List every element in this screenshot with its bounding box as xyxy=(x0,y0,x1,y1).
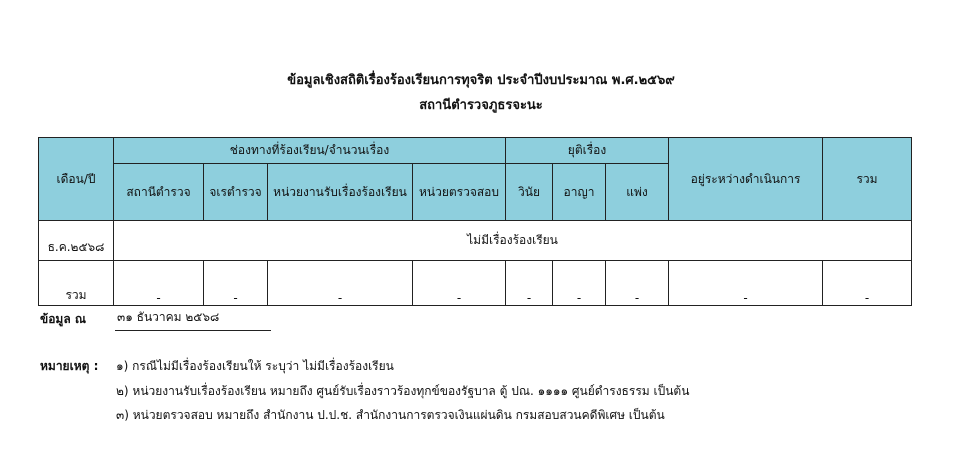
col-group-channels: ช่องทางที่ร้องเรียน/จำนวนเรื่อง xyxy=(114,138,506,164)
summary-cell: - xyxy=(506,261,553,306)
col-header-criminal: อาญา xyxy=(553,164,606,221)
col-group-resolved: ยุติเรื่อง xyxy=(506,138,669,164)
header-row-group xyxy=(39,138,912,164)
col-header-complaint-agency: หน่วยงานรับเรื่องร้องเรียน xyxy=(268,164,413,221)
col-header-police-inspector: จเรตำรวจ xyxy=(204,164,268,221)
as-of-label: ข้อมูล ณ xyxy=(40,312,86,326)
col-header-total: รวม xyxy=(823,138,912,221)
summary-cell: - xyxy=(606,261,669,306)
summary-cell: - xyxy=(204,261,268,306)
col-header-in-progress: อยู่ระหว่างดำเนินการ xyxy=(669,138,823,221)
summary-row xyxy=(39,261,912,306)
col-header-civil: แพ่ง xyxy=(606,164,669,221)
page-subtitle: สถานีตำรวจภูธรจะนะ xyxy=(419,98,543,113)
summary-cell: - xyxy=(823,261,912,306)
summary-cell: - xyxy=(669,261,823,306)
notes-label: หมายเหตุ : xyxy=(40,359,99,373)
summary-cell: - xyxy=(413,261,506,306)
row-month-label: ธ.ค.๒๕๖๘ xyxy=(39,221,114,261)
note-item: ๓) หน่วยตรวจสอบ หมายถึง สำนักงาน ป.ป.ช. สำนักงานการตรวจเงินแผ่นดิน กรมสอบสวนคดีพิเศษ เป็นต้น xyxy=(116,408,665,422)
as-of-date: ๓๑ ธันวาคม ๒๕๖๘ xyxy=(115,308,271,331)
table-row xyxy=(39,221,912,261)
summary-cell: - xyxy=(268,261,413,306)
note-item: ๒) หน่วยงานรับเรื่องร้องเรียน หมายถึง ศูนย์รับเรื่องราวร้องทุกข์ของรัฐบาล ตู้ ปณ. ๑๑๑๑ ศูนย์ดำรงธรรม เป็นต้น xyxy=(116,384,690,398)
note-item: ๑) กรณีไม่มีเรื่องร้องเรียนให้ ระบุว่า ไม่มีเรื่องร้องเรียน xyxy=(116,359,394,373)
no-complaint-message: ไม่มีเรื่องร้องเรียน xyxy=(114,221,912,261)
col-header-month: เดือน/ปี xyxy=(39,138,114,221)
col-header-audit-agency: หน่วยตรวจสอบ xyxy=(413,164,506,221)
statistics-table xyxy=(38,137,912,306)
col-header-disciplinary: วินัย xyxy=(506,164,553,221)
summary-cell: - xyxy=(553,261,606,306)
summary-label: รวม xyxy=(39,261,114,306)
summary-cell: - xyxy=(114,261,204,306)
col-header-police-station: สถานีตำรวจ xyxy=(114,164,204,221)
page-title: ข้อมูลเชิงสถิติเรื่องร้องเรียนการทุจริต ประจำปีงบประมาณ พ.ศ.๒๕๖๙ xyxy=(287,73,675,88)
